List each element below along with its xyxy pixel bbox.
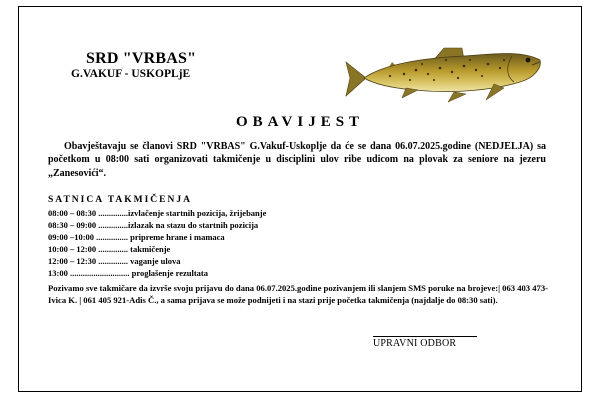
- schedule-row: [48, 267, 266, 279]
- schedule-leader: ..............: [96, 244, 129, 254]
- org-name: SRD "VRBAS": [86, 50, 197, 67]
- trout-logo-icon: [344, 38, 544, 104]
- org-place: G.VAKUF - USKOPLjE: [71, 68, 191, 80]
- schedule-row: [48, 219, 266, 231]
- schedule-activity: pripreme hrane i mamaca: [128, 232, 225, 242]
- schedule-activity: izlazak na stazu do startnih pozicija: [128, 220, 259, 230]
- signature-line: [373, 336, 477, 337]
- schedule-row: [48, 207, 266, 219]
- schedule-activity: proglašenje rezultata: [129, 268, 209, 278]
- schedule-leader: ............................: [67, 268, 130, 278]
- schedule-row: [48, 255, 266, 267]
- schedule-activity: vaganje ulova: [128, 256, 181, 266]
- notice-title: OBAVIJEST: [235, 114, 365, 130]
- schedule-leader: ..............: [96, 220, 129, 230]
- notice-intro-text: Obavještavaju se članovi SRD "VRBAS" G.Vakuf-Uskoplje da će se dana 06.07.2025.godine (NEDJELJA) sa početkom u 08:00 sati organizovati takmičenje u disciplini ulov ribe udicom na plovak za seniore na jezeru „Zanesovići“.: [48, 141, 546, 179]
- schedule-time: 12:00 – 12:30: [48, 256, 97, 266]
- schedule-time: 08:30 – 09:00: [48, 220, 97, 230]
- schedule-heading: SATNICA TAKMIČENJA: [48, 195, 192, 205]
- schedule-time: 13:00: [48, 268, 68, 278]
- schedule-row: [48, 231, 266, 243]
- signature-label: UPRAVNI ODBOR: [373, 338, 457, 349]
- schedule-leader: ...............: [94, 232, 129, 242]
- schedule-time: 09:00 –10:00: [48, 232, 95, 242]
- schedule-leader: ..............: [96, 256, 129, 266]
- schedule-leader: ..............: [96, 208, 129, 218]
- schedule-activity: takmičenje: [128, 244, 171, 254]
- schedule-time: 10:00 – 12:00: [48, 244, 97, 254]
- schedule-time: 08:00 – 08:30: [48, 208, 97, 218]
- schedule-activity: izvlačenje startnih pozicija, žrijebanje: [128, 208, 267, 218]
- schedule-row: [48, 243, 266, 255]
- notice-intro: [48, 140, 546, 180]
- registration-text: Pozivamo sve takmičare da izvrše svoju prijavu do dana 06.07.2025.godine pozivanjem ili slanjem SMS poruke na brojeve:| 063 403 473-Ivica K. | 061 405 921-Adis Č., a sama prijava se može podnijeti i na stazi prije početka takmičenja (najdalje do 08:30 sati).: [48, 283, 549, 306]
- schedule-list: [48, 207, 266, 279]
